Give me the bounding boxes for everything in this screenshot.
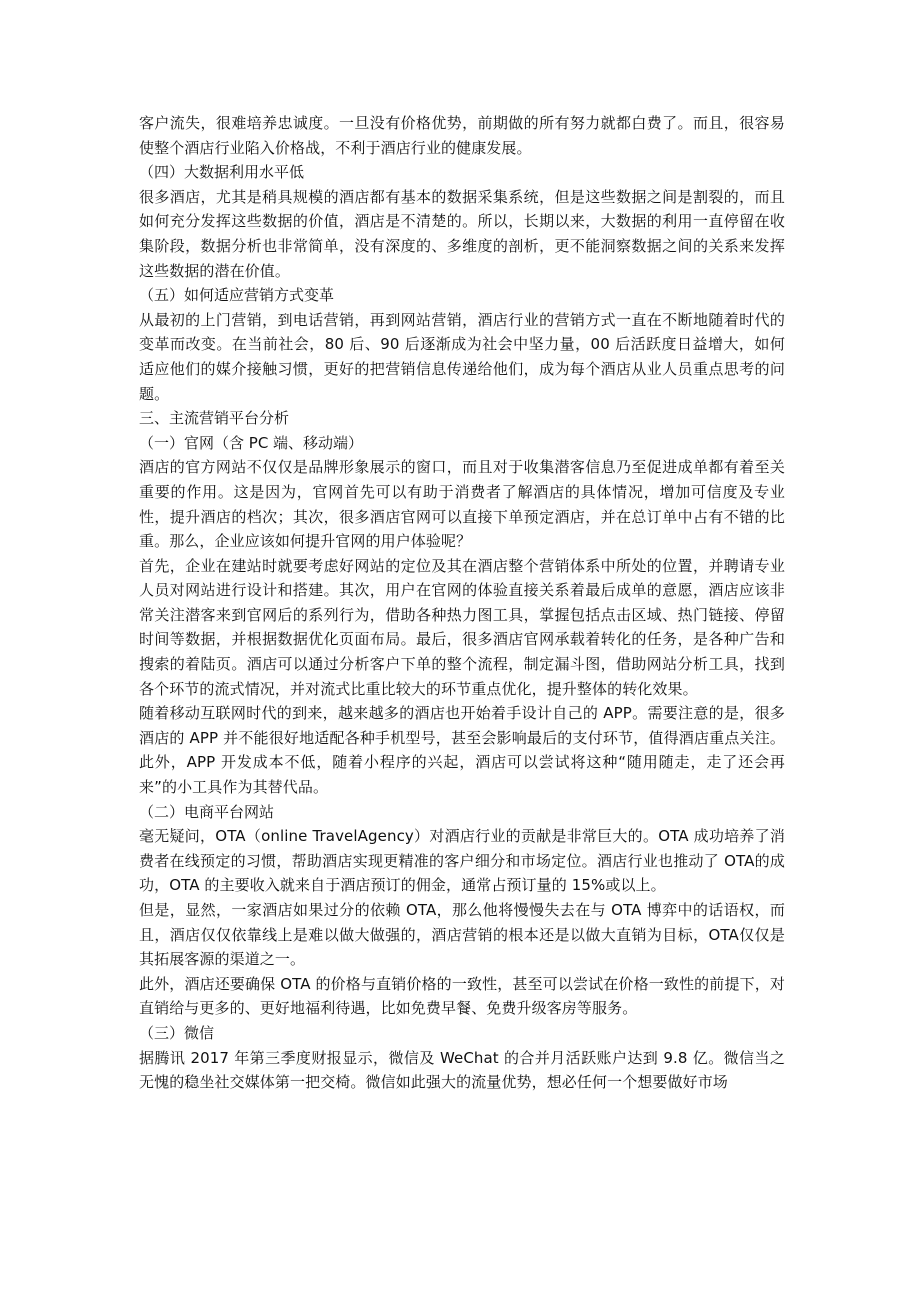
paragraph: 客户流失，很难培养忠诚度。一旦没有价格优势，前期做的所有努力就都白费了。而且，很容易使整个酒店行业陷入价格战，不利于酒店行业的健康发展。 bbox=[139, 114, 785, 157]
section-heading: （一）官网（含 PC 端、移动端） bbox=[139, 433, 364, 452]
chapter-heading: 三、主流营销平台分析 bbox=[139, 409, 290, 428]
section-heading: （五）如何适应营销方式变革 bbox=[139, 286, 335, 305]
paragraph: 据腾讯 2017 年第三季度财报显示，微信及 WeChat 的合并月活跃账户达到 9.8 亿。微信当之无愧的稳坐社交媒体第一把交椅。微信如此强大的流量优势，想必任何一个想要做好市场 bbox=[139, 1048, 785, 1092]
paragraph: 但是，显然，一家酒店如果过分的依赖 OTA，那么他将慢慢失去在与 OTA 博弈中的话语权，而且，酒店仅仅依靠线上是难以做大做强的，酒店营销的根本还是以做大直销为目标，OTA仅仅是其拓展客源的渠道之一。 bbox=[139, 901, 785, 969]
paragraph: 从最初的上门营销，到电话营销，再到网站营销，酒店行业的营销方式一直在不断地随着时代的变革而改变。在当前社会，80 后、90 后逐渐成为社会中坚力量，00 后活跃度日益增大，如何适应他们的媒介接触习惯，更好的把营销信息传递给他们，成为每个酒店从业人员重点思考的问题。 bbox=[139, 310, 785, 403]
section-heading: （二）电商平台网站 bbox=[139, 802, 275, 821]
section-heading: （四）大数据利用水平低 bbox=[139, 163, 305, 182]
document-body bbox=[139, 111, 785, 1095]
paragraph: 酒店的官方网站不仅仅是品牌形象展示的窗口，而且对于收集潜客信息乃至促进成单都有着至关重要的作用。这是因为，官网首先可以有助于消费者了解酒店的具体情况，增加可信度及专业性，提升酒店的档次；其次，很多酒店官网可以直接下单预定酒店，并在总订单中占有不错的比重。那么，企业应该如何提升官网的用户体验呢？ bbox=[139, 458, 785, 551]
paragraph: 此外，酒店还要确保 OTA 的价格与直销价格的一致性，甚至可以尝试在价格一致性的前提下，对直销给与更多的、更好地福利待遇，比如免费早餐、免费升级客房等服务。 bbox=[139, 974, 785, 1018]
paragraph: 随着移动互联网时代的到来，越来越多的酒店也开始着手设计自己的 APP。需要注意的是，很多酒店的 APP 并不能很好地适配各种手机型号，甚至会影响最后的支付环节，值得酒店重点关注。此外，APP 开发成本不低，随着小程序的兴起，酒店可以尝试将这种“随用随走，走了还会再来”的小工具作为其替代品。 bbox=[139, 704, 785, 797]
paragraph: 首先，企业在建站时就要考虑好网站的定位及其在酒店整个营销体系中所处的位置，并聘请专业人员对网站进行设计和搭建。其次，用户在官网的体验直接关系着最后成单的意愿，酒店应该非常关注潜客来到官网后的系列行为，借助各种热力图工具，掌握包括点击区域、热门链接、停留时间等数据，并根据数据优化页面布局。最后，很多酒店官网承载着转化的任务，是各种广告和搜索的着陆页。酒店可以通过分析客户下单的整个流程，制定漏斗图，借助网站分析工具，找到各个环节的流式情况，并对流式比重比较大的环节重点优化，提升整体的转化效果。 bbox=[139, 556, 785, 698]
paragraph: 毫无疑问，OTA（online TravelAgency）对酒店行业的贡献是非常巨大的。OTA 成功培养了消费者在线预定的习惯，帮助酒店实现更精准的客户细分和市场定位。酒店行业也推动了 OTA的成功，OTA 的主要收入就来自于酒店预订的佣金，通常占预订量的 15%或以上。 bbox=[139, 827, 785, 895]
paragraph: 很多酒店，尤其是稍具规模的酒店都有基本的数据采集系统，但是这些数据之间是割裂的，而且如何充分发挥这些数据的价值，酒店是不清楚的。所以，长期以来，大数据的利用一直停留在收集阶段，数据分析也非常简单，没有深度的、多维度的剖析，更不能洞察数据之间的关系来发挥这些数据的潜在价值。 bbox=[139, 187, 785, 280]
section-heading: （三）微信 bbox=[139, 1023, 215, 1042]
